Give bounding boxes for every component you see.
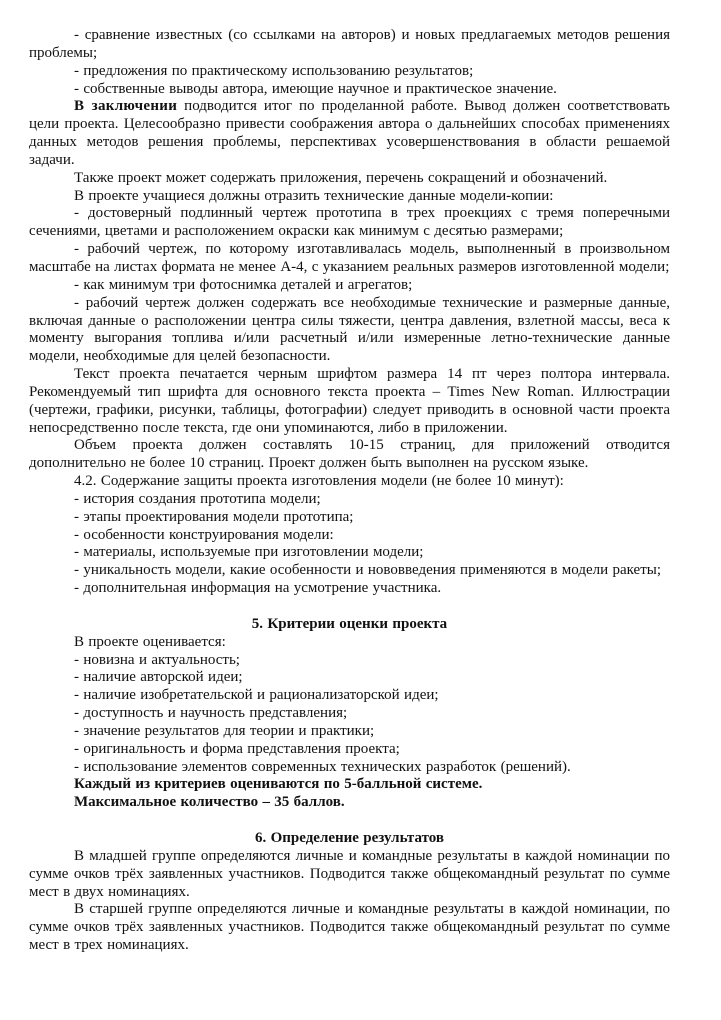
paragraph: В проекте оценивается: [74,633,226,650]
document-body [29,27,670,955]
paragraph [29,98,670,169]
list-item: - дополнительная информация на усмотрение участника. [74,580,442,597]
section-heading: 6. Определение результатов [254,829,444,846]
paragraph-text: подводится итог по проделанной работе. Вывод должен соответствовать цели проекта. Целесообразно привести соображения автора о дальнейших способах применениях данных методов решения проблемы, перспективах усовершенствования в области решаемой задачи. [29,98,670,168]
list-item: - достоверный подлинный чертеж прототипа в трех проекциях с тремя поперечными сечениями, цветами и расположением окраски как минимум с десятью размерами; [29,205,670,240]
paragraph: В старшей группе определяются личные и командные результаты в каждой номинации, по сумме очков трёх заявленных участников. Подводится также общекомандный результат по сумме мест в трех номинациях. [29,901,670,954]
list-item: - новизна и актуальность; [74,651,240,668]
paragraph: Текст проекта печатается черным шрифтом размера 14 пт через полтора интервала. Рекомендуемый тип шрифта для основного текста проекта – Times New Roman. Иллюстрации (чертежи, графики, рисунки, таблицы, фотографии) следует приводить в основной части проекта непосредственно после текста, где они упоминаются, либо в приложении. [29,366,670,436]
list-item: - особенности конструирования модели: [74,526,334,543]
paragraph-lead-bold: В заключении [74,98,178,115]
list-item: - доступность и научность представления; [74,705,348,722]
emphasis-paragraph: Каждый из критериев оцениваются по 5-балльной системе. [74,776,483,793]
paragraph: В младшей группе определяются личные и командные результаты в каждой номинации по сумме очков трёх заявленных участников. Подводится также общекомандный результат по сумме мест в двух номинациях. [29,847,670,900]
list-item: - этапы проектирования модели прототипа; [74,508,354,525]
list-item: - предложения по практическому использованию результатов; [74,62,474,79]
paragraph: Объем проекта должен составлять 10-15 страниц, для приложений отводится дополнительно не более 10 страниц. Проект должен быть выполнен на русском языке. [29,437,670,472]
list-item: - рабочий чертеж должен содержать все необходимые технические и размерные данные, включая данные о расположении центра силы тяжести, центра давления, взлетной массы, веса к моменту выгорания топлива и/или расчетный и/или измеренные летно-технические данные модели, необходимые для целей безопасности. [29,294,670,365]
list-item: - наличие изобретательской и рационализаторской идеи; [74,687,439,704]
list-item: - уникальность модели, какие особенности и нововведения применяются в модели ракеты; [74,562,662,579]
list-item: - значение результатов для теории и практики; [74,722,375,739]
paragraph: В проекте учащиеся должны отразить технические данные модели-копии: [74,187,554,204]
list-item: - использование элементов современных технических разработок (решений). [74,758,571,775]
list-item: - оригинальность и форма представления проекта; [74,740,400,757]
list-item: - наличие авторской идеи; [74,669,243,686]
list-item: - материалы, используемые при изготовлении модели; [74,544,424,561]
list-item: - рабочий чертеж, по которому изготавливалась модель, выполненный в произвольном масштабе на листах формата не менее А-4, с указанием реальных размеров изготовленной модели; [29,241,670,275]
list-item: - как минимум три фотоснимка деталей и агрегатов; [74,276,413,293]
section-heading: 5. Критерии оценки проекта [251,615,448,632]
emphasis-paragraph: Максимальное количество – 35 баллов. [74,794,345,811]
list-item: - история создания прототипа модели; [74,490,321,507]
paragraph: 4.2. Содержание защиты проекта изготовления модели (не более 10 минут): [74,473,564,490]
list-item: - собственные выводы автора, имеющие научное и практическое значение. [74,80,557,97]
paragraph: Также проект может содержать приложения, перечень сокращений и обозначений. [74,169,608,186]
list-item: - сравнение известных (со ссылками на авторов) и новых предлагаемых методов решения проблемы; [29,27,670,61]
